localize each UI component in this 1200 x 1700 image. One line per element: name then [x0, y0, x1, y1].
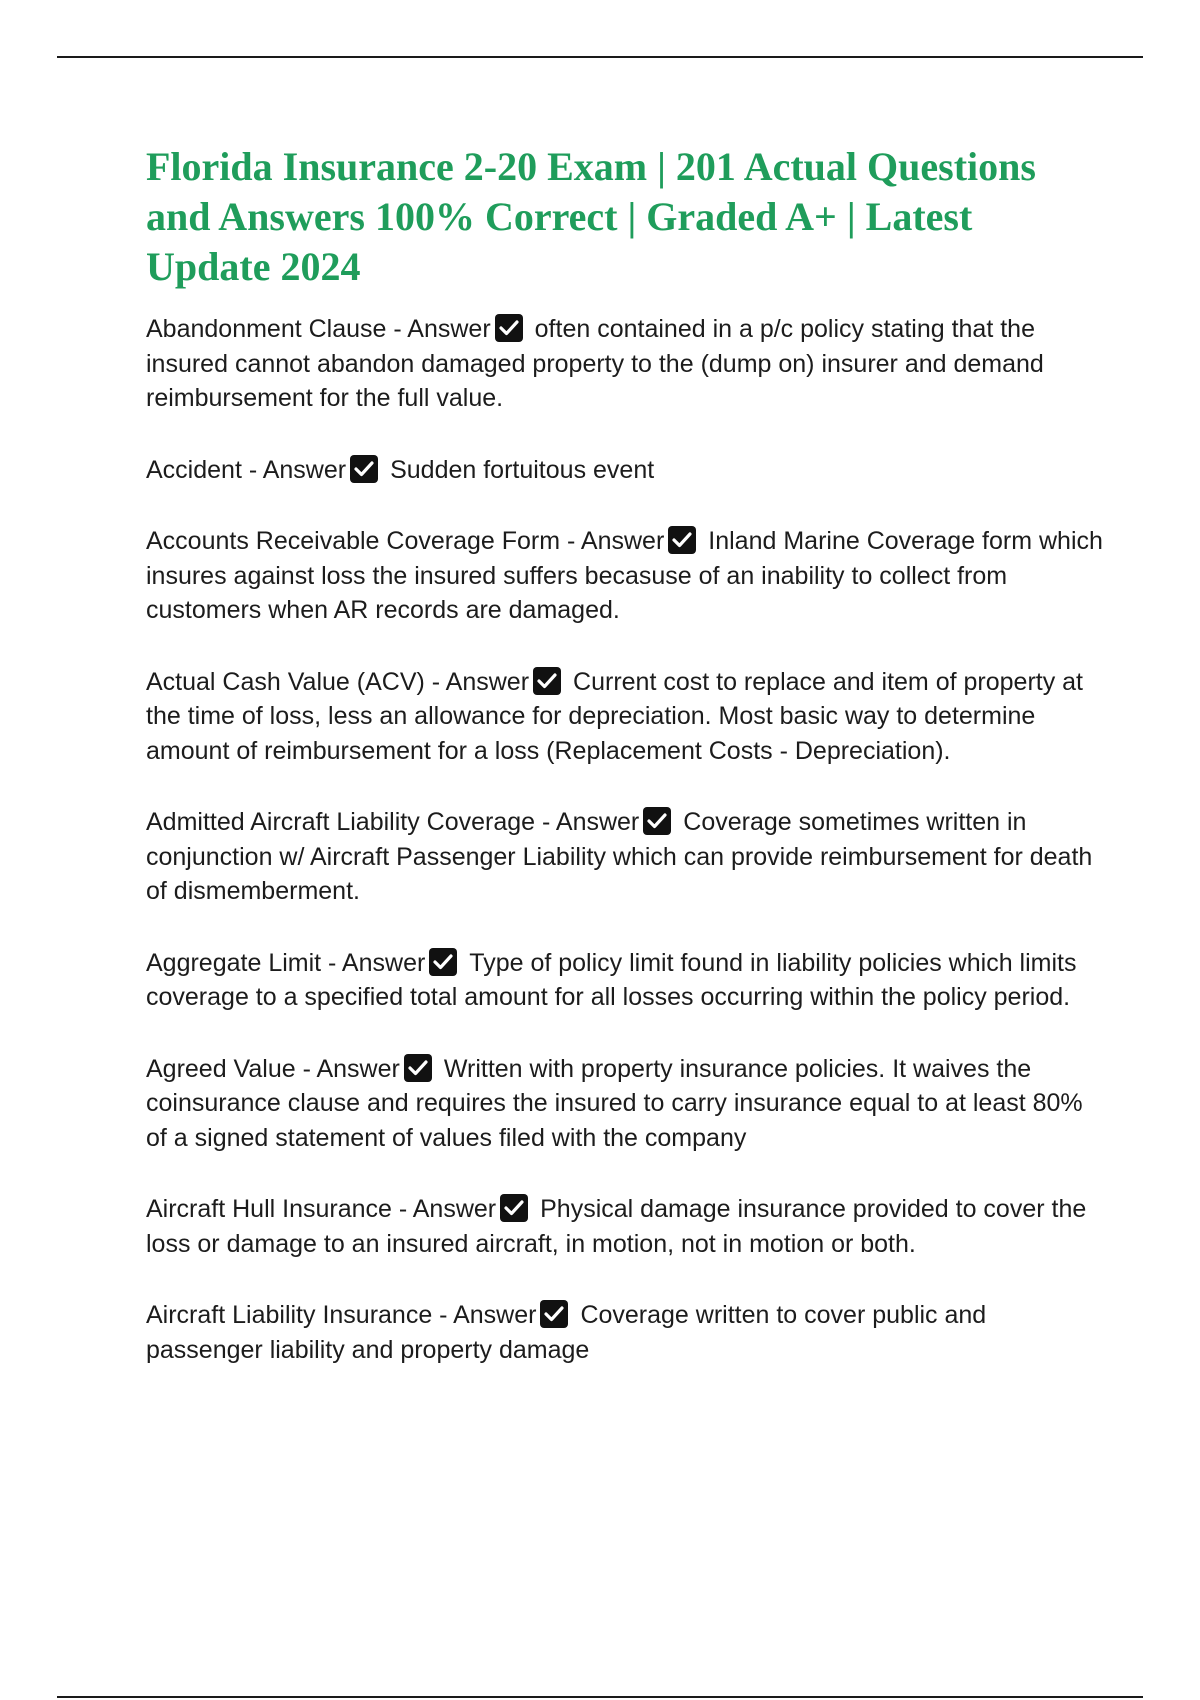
entry-definition: Coverage written to cover public and passenger liability and property damage	[146, 1301, 987, 1364]
entry-term: Agreed Value - Answer	[146, 1054, 400, 1083]
qa-entry	[146, 665, 1106, 769]
checkbox-checked-icon	[350, 455, 378, 483]
qa-entry	[146, 1052, 1106, 1156]
entry-definition: often contained in a p/c policy stating that the insured cannot abandon damaged property to the (dump on) insurer and demand reimbursement for the full value.	[146, 315, 1044, 412]
entry-term: Aircraft Hull Insurance - Answer	[146, 1195, 497, 1223]
entry-term: Admitted Aircraft Liability Coverage - Answer	[146, 808, 640, 836]
entry-definition: Written with property insurance policies. It waives the coinsurance clause and requires the insured to carry insurance equal to at least 80% of a signed statement of values filed with the company	[146, 1054, 1083, 1152]
entry-term: Aggregate Limit - Answer	[146, 948, 426, 977]
qa-entry	[146, 312, 1106, 416]
document-body	[146, 142, 1106, 1404]
checkbox-checked-icon	[533, 667, 561, 695]
bottom-divider	[57, 1696, 1143, 1698]
qa-entry	[146, 453, 1106, 488]
checkbox-checked-icon	[668, 526, 696, 554]
entry-term: Abandonment Clause - Answer	[146, 315, 491, 343]
entry-definition: Type of policy limit found in liability policies which limits coverage to a specified total amount for all losses occurring within the policy period.	[146, 948, 1077, 1011]
qa-entry	[146, 1298, 1106, 1367]
entry-term: Accident - Answer	[146, 455, 347, 484]
entry-definition: Physical damage insurance provided to cover the loss or damage to an insured aircraft, in motion, not in motion or both.	[146, 1195, 1087, 1258]
entry-term: Aircraft Liability Insurance - Answer	[146, 1301, 537, 1329]
document-title: Florida Insurance 2-20 Exam | 201 Actual Questions and Answers 100% Correct | Graded A+ | Latest Update 2024	[146, 144, 1036, 289]
checkbox-checked-icon	[495, 314, 523, 342]
checkbox-checked-icon	[404, 1054, 432, 1082]
qa-entry	[146, 805, 1106, 909]
checkbox-checked-icon	[643, 807, 671, 835]
qa-entry	[146, 1192, 1106, 1261]
entry-term: Accounts Receivable Coverage Form - Answer	[146, 527, 665, 555]
qa-entry	[146, 524, 1106, 628]
checkbox-checked-icon	[429, 948, 457, 976]
entry-definition: Sudden fortuitous event	[390, 455, 655, 484]
entry-definition: Current cost to replace and item of property at the time of loss, less an allowance for depreciation. Most basic way to determine amount of reimbursement for a loss (Replacement Costs - Depreciation).	[146, 667, 1084, 765]
checkbox-checked-icon	[540, 1300, 568, 1328]
top-divider	[57, 56, 1143, 58]
entry-term: Actual Cash Value (ACV) - Answer	[146, 667, 530, 696]
qa-entry	[146, 946, 1106, 1015]
entry-definition: Inland Marine Coverage form which insures against loss the insured suffers becasuse of an inability to collect from customers when AR records are damaged.	[146, 527, 1103, 624]
entry-definition: Coverage sometimes written in conjunction w/ Aircraft Passenger Liability which can provide reimbursement for death of dismemberment.	[146, 808, 1093, 905]
checkbox-checked-icon	[500, 1194, 528, 1222]
